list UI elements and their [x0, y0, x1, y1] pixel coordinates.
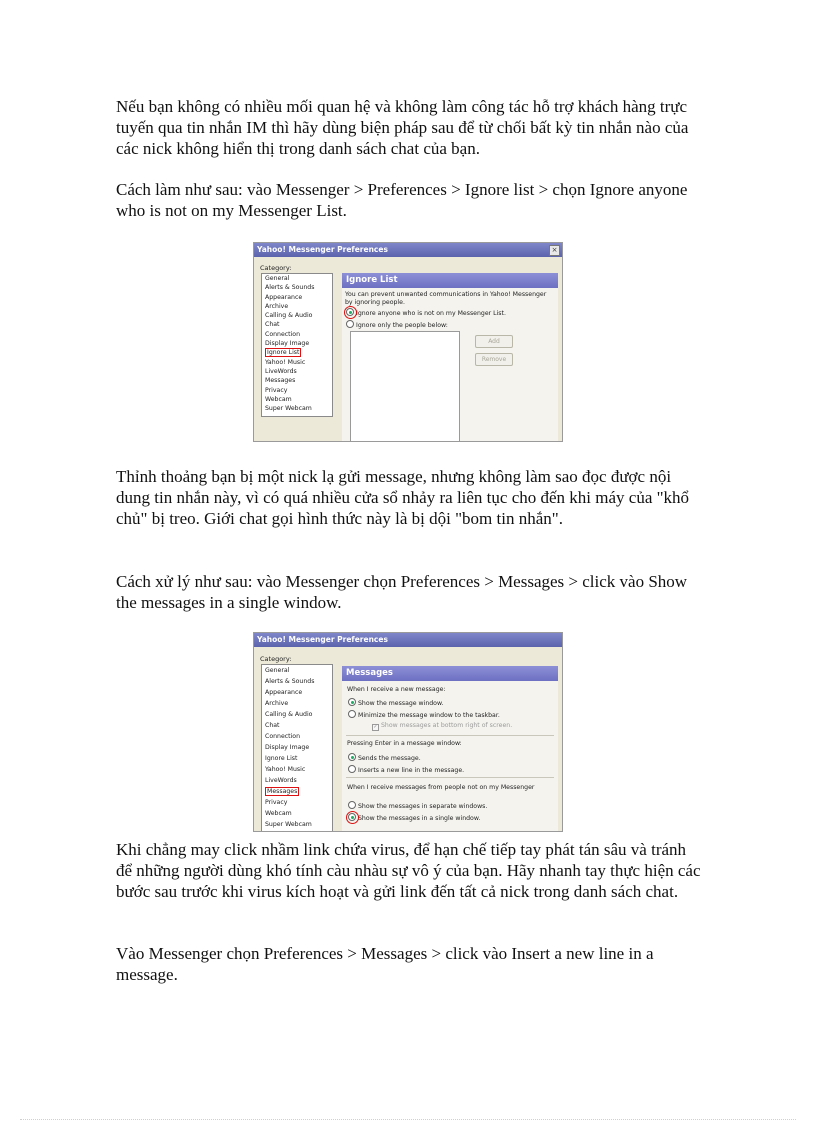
group-enter-label: Pressing Enter in a message window:	[347, 740, 462, 747]
option-ignore-anyone[interactable]	[346, 308, 506, 318]
option-show-bottom-right[interactable]	[372, 722, 512, 731]
category-item-general[interactable]: General	[265, 667, 290, 674]
option-single-window[interactable]	[348, 813, 480, 823]
option-label: Ignore anyone who is not on my Messenger List.	[356, 310, 506, 317]
option-separate-windows[interactable]	[348, 801, 487, 811]
category-item-label: Messages	[267, 788, 298, 795]
category-item-super-webcam[interactable]: Super Webcam	[265, 405, 312, 413]
category-item-appearance[interactable]: Appearance	[265, 293, 303, 301]
option-ignore-only[interactable]	[346, 320, 448, 330]
category-item-messages[interactable]: Messages	[265, 377, 296, 385]
messages-panel	[342, 666, 558, 831]
option-label: Inserts a new line in the message.	[358, 767, 465, 774]
category-item-label: Ignore List	[267, 349, 300, 357]
paragraph-virus-warning: Khi chẳng may click nhầm link chứa virus, để hạn chế tiếp tay phát tán sâu và tránh để những người dùng khó tính càu nhàu sự vô ý của bạn. Hãy nhanh tay thực hiện các bước sau trước khi virus kích hoạt và gửi link đến tất cả nick trong danh sách chat.	[116, 840, 701, 901]
category-item-appearance[interactable]: Appearance	[265, 689, 303, 696]
highlight-ring	[344, 306, 357, 319]
category-label: Category:	[260, 264, 292, 272]
radio-icon[interactable]	[348, 765, 356, 773]
paragraph-message-bomb: Thỉnh thoảng bạn bị một nick lạ gửi message, nhưng không làm sao đọc được nội dung tin nhắn này, vì có quá nhiều cửa sổ nhảy ra liên tục cho đến khi máy của "khổ chủ" bị treo. Giới chat gọi hình thức này là bị dội "bom tin nhắn".	[116, 467, 690, 528]
paragraph-intro: Nếu bạn không có nhiều mối quan hệ và không làm công tác hỗ trợ khách hàng trực tuyến qua tin nhắn IM thì hãy dùng biện pháp sau để từ chối bất kỳ tin nhắn nào của các nick không hiển thị trong danh sách chat của bạn.	[116, 97, 689, 158]
category-list	[261, 273, 333, 417]
category-item-livewords[interactable]: LiveWords	[265, 367, 297, 375]
paragraph-ignore-steps: Cách làm như sau: vào Messenger > Preferences > Ignore list > chọn Ignore anyone who is not on my Messenger List.	[116, 180, 688, 220]
category-item-archive[interactable]: Archive	[265, 700, 289, 707]
category-item-general[interactable]: General	[265, 275, 290, 282]
category-item-livewords[interactable]: LiveWords	[265, 777, 297, 784]
option-label: Show messages at bottom right of screen.	[381, 722, 513, 729]
category-item-music[interactable]: Yahoo! Music	[265, 766, 306, 773]
category-item-display-image[interactable]: Display Image	[265, 744, 310, 751]
category-item-alerts[interactable]: Alerts & Sounds	[265, 284, 315, 292]
window-titlebar	[254, 243, 562, 257]
group-divider	[346, 777, 554, 778]
paragraph-single-window-steps: Cách xử lý như sau: vào Messenger chọn Preferences > Messages > click vào Show the messages in a single window.	[116, 572, 688, 612]
option-inserts-new-line[interactable]	[348, 765, 464, 775]
add-button[interactable]: Add	[475, 335, 513, 348]
footer-divider	[20, 1119, 796, 1120]
checkbox-icon[interactable]: ✓	[373, 724, 378, 730]
option-label: Ignore only the people below:	[356, 322, 448, 329]
category-item-privacy[interactable]: Privacy	[265, 386, 288, 394]
panel-title: Ignore List	[342, 273, 558, 288]
category-item-connection[interactable]: Connection	[265, 733, 301, 740]
screenshot-ignore-list	[253, 242, 563, 442]
highlight-ring	[346, 811, 359, 824]
close-icon[interactable]: ×	[549, 245, 560, 256]
group-strangers-label: When I receive messages from people not on my Messenger	[347, 784, 535, 791]
paragraph-new-line-steps: Vào Messenger chọn Preferences > Messages > click vào Insert a new line in a message.	[116, 944, 654, 984]
category-item-calling[interactable]: Calling & Audio	[265, 711, 313, 718]
window-titlebar	[254, 633, 562, 647]
category-item-ignore-list[interactable]: Ignore List	[265, 755, 298, 762]
option-label: Minimize the message window to the taskbar.	[358, 712, 500, 719]
category-item-connection[interactable]: Connection	[265, 330, 301, 338]
option-show-window[interactable]	[348, 698, 443, 708]
option-label: Sends the message.	[358, 755, 421, 762]
ignored-people-list[interactable]	[350, 331, 460, 442]
category-item-messages[interactable]	[262, 786, 332, 797]
option-label: Show the messages in separate windows.	[358, 803, 488, 810]
option-label: Show the message window.	[358, 700, 444, 707]
panel-description: You can prevent unwanted communications in Yahoo! Messenger by ignoring people.	[345, 291, 547, 306]
category-item-chat[interactable]: Chat	[265, 321, 280, 329]
category-item-alerts[interactable]: Alerts & Sounds	[265, 678, 315, 685]
radio-icon[interactable]	[348, 801, 356, 809]
radio-icon[interactable]	[348, 710, 356, 718]
category-item-webcam[interactable]: Webcam	[265, 395, 292, 403]
option-label: Show the messages in a single window.	[358, 815, 481, 822]
group-divider	[346, 735, 554, 736]
group-new-message-label: When I receive a new message:	[347, 686, 446, 693]
category-item-privacy[interactable]: Privacy	[265, 799, 288, 806]
radio-icon[interactable]	[348, 698, 356, 706]
window-title: Yahoo! Messenger Preferences	[257, 245, 388, 254]
category-list	[261, 664, 333, 832]
category-item-super-webcam[interactable]: Super Webcam	[265, 821, 312, 828]
category-item-archive[interactable]: Archive	[265, 302, 289, 310]
option-minimize-window[interactable]	[348, 710, 500, 720]
category-item-webcam[interactable]: Webcam	[265, 810, 292, 817]
category-item-chat[interactable]: Chat	[265, 722, 280, 729]
window-title: Yahoo! Messenger Preferences	[257, 635, 388, 644]
category-label: Category:	[260, 655, 292, 663]
category-item-music[interactable]: Yahoo! Music	[265, 358, 306, 366]
screenshot-messages	[253, 632, 563, 832]
ignore-list-panel	[342, 273, 558, 441]
category-item-ignore-list[interactable]	[262, 348, 332, 357]
option-sends-message[interactable]	[348, 753, 421, 763]
remove-button[interactable]: Remove	[475, 353, 513, 366]
radio-icon[interactable]	[348, 753, 356, 761]
radio-icon[interactable]	[346, 320, 354, 328]
panel-title: Messages	[342, 666, 558, 681]
category-item-calling[interactable]: Calling & Audio	[265, 312, 313, 320]
category-item-display-image[interactable]: Display Image	[265, 340, 310, 348]
